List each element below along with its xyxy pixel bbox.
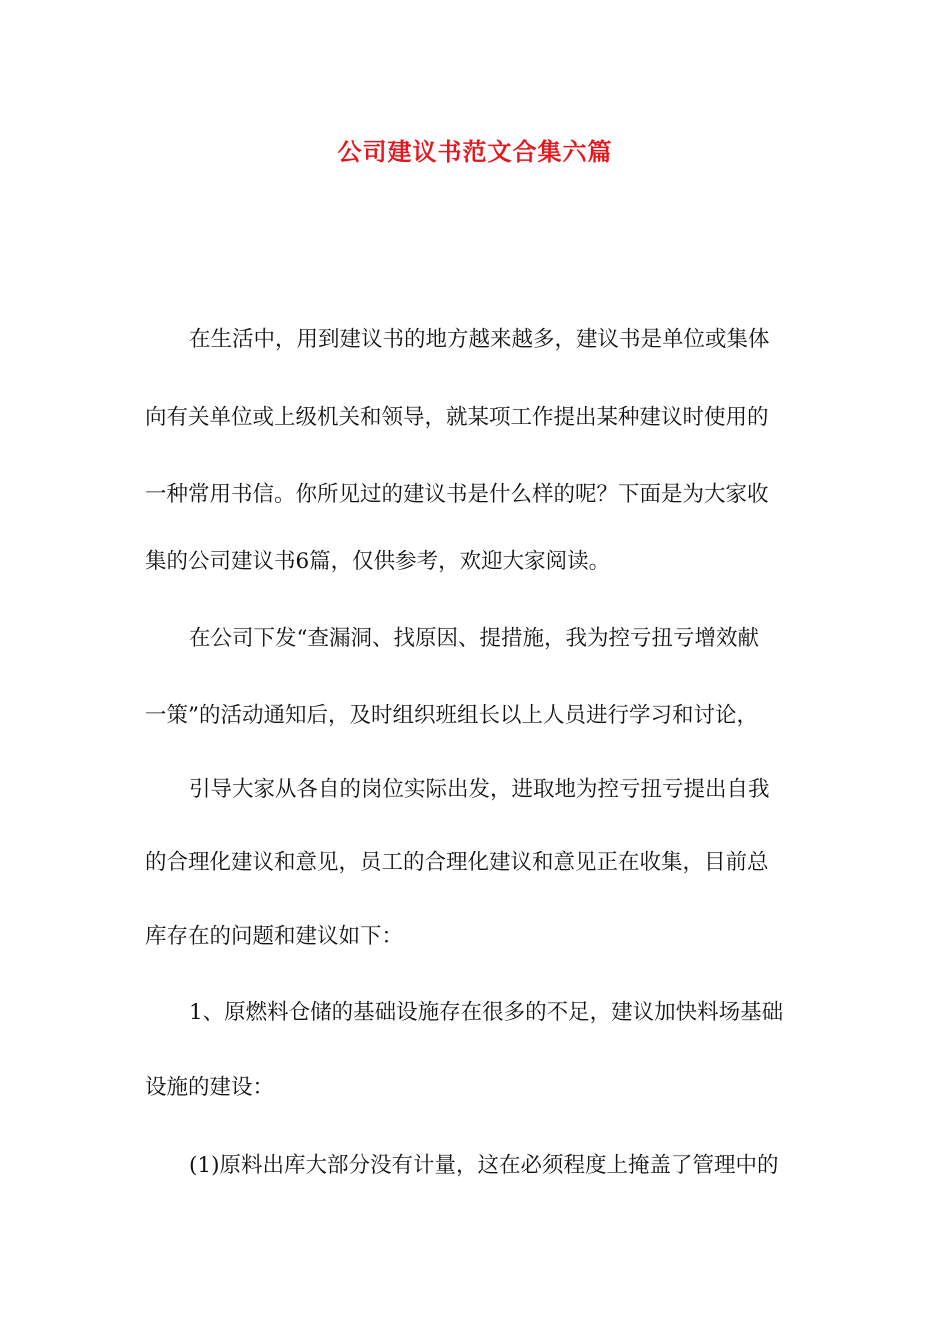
paragraph-line: 在公司下发“查漏洞、找原因、提措施，我为控亏扭亏增效献 — [189, 626, 759, 651]
document-title: 公司建议书范文合集六篇 — [337, 137, 613, 166]
paragraph-line: 引导大家从各自的岗位实际出发，进取地为控亏扭亏提出自我 — [189, 777, 770, 802]
paragraph-line: 设施的建设： — [145, 1075, 275, 1100]
paragraph-line: (1)原料出库大部分没有计量，这在必须程度上掩盖了管理中的 — [189, 1153, 779, 1178]
paragraph-line: 在生活中，用到建议书的地方越来越多，建议书是单位或集体 — [189, 327, 770, 352]
paragraph-line: 1、原燃料仓储的基础设施存在很多的不足，建议加快料场基础 — [189, 1000, 784, 1025]
paragraph-line: 向有关单位或上级机关和领导，就某项工作提出某种建议时使用的 — [145, 405, 769, 430]
paragraph-line: 的合理化建议和意见，员工的合理化建议和意见正在收集，目前总 — [145, 850, 769, 875]
paragraph-line: 集的公司建议书6篇，仅供参考，欢迎大家阅读。 — [145, 549, 611, 574]
paragraph-line: 库存在的问题和建议如下： — [145, 924, 404, 949]
paragraph-line: 一策”的活动通知后，及时组织班组长以上人员进行学习和讨论， — [145, 703, 758, 728]
paragraph-line: 一种常用书信。你所见过的建议书是什么样的呢？下面是为大家收 — [145, 482, 769, 507]
